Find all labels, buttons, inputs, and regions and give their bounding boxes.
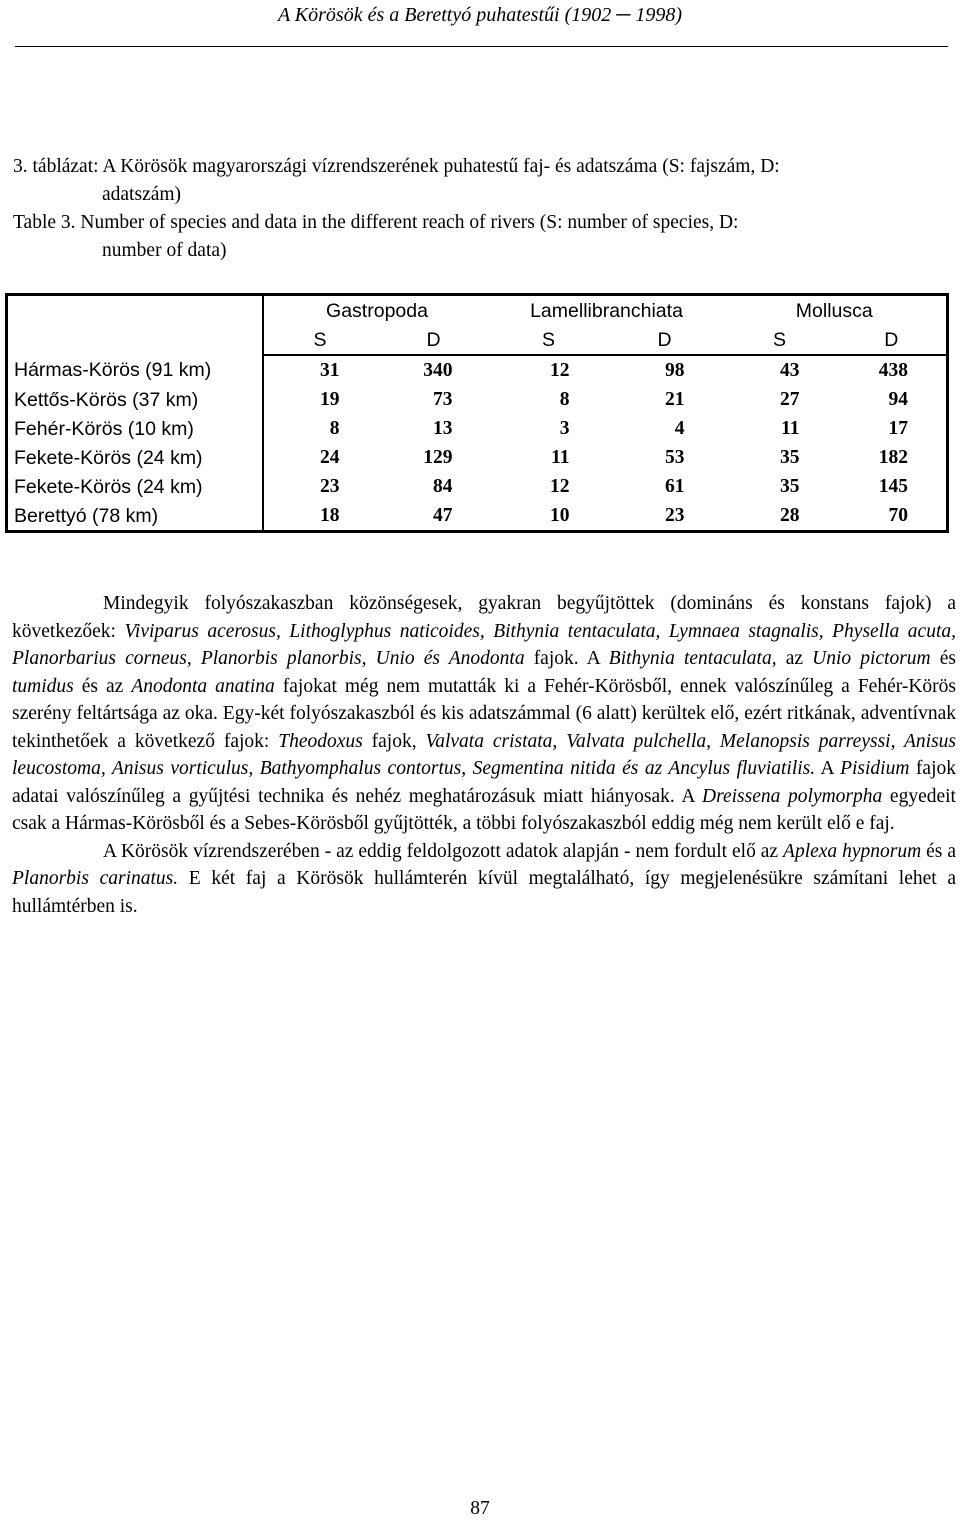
text-run: és a (921, 840, 956, 862)
table-cell: 19 (320, 388, 340, 410)
row-label: Kettős-Körös (37 km) (7, 385, 263, 414)
text-run: fajok, (362, 730, 426, 752)
text-run: fajok. A (524, 648, 609, 669)
table-cell: 61 (665, 475, 685, 497)
table-cell: 4 (674, 417, 685, 439)
table-cell: 145 (878, 475, 909, 497)
header-rule (15, 46, 948, 47)
text-run: fajok adatai valószínűleg a gyűjtési technika és nehéz meghatározásuk miatt hiányosak. A (12, 758, 956, 807)
table-cell: 84 (433, 475, 453, 497)
text-run: E két faj a Körösök hullámterén kívül megtalálható, így megjelenésükre számítani lehet a hullámtérben is. (12, 868, 956, 917)
page-number: 87 (470, 1498, 490, 1519)
group-header-gastropoda: Gastropoda (326, 299, 428, 322)
group-header-lamellibranchiata: Lamellibranchiata (530, 299, 683, 322)
taxon-name: Planorbis carinatus. (12, 868, 179, 889)
group-header-row (7, 295, 948, 326)
taxon-name: Valvata cristata, Valvata pulchella, Melanopsis parreyssi, Anisus leucostoma, Anisus vorticulus, Bathyomphalus contortus, Segmentina nitida és az Ancylus fluviatilis. (12, 730, 956, 779)
text-run: és az (73, 675, 132, 697)
table-cell: 23 (320, 475, 340, 497)
subheader-cell: D (837, 325, 948, 355)
row-label: Hármas-Körös (91 km) (7, 355, 263, 385)
taxon-name: tumidus (12, 675, 74, 697)
table-cell: 27 (780, 388, 800, 410)
subheader-cell: S (491, 325, 607, 355)
table-cell: 438 (878, 359, 909, 381)
table-cell: 23 (665, 504, 685, 526)
text-run: fajokat még nem mutatták ki a Fehér-Körösből, ennek valószínűleg a Fehér-Körös szerény feltártsága az oka. Egy-két folyószakaszból és kis adatszámmal (6 alatt) kerültek elő, ezért ritkának, adventívnak tekinthetőek a következő fajok: (12, 675, 956, 752)
paragraph-1 (12, 590, 956, 838)
table-caption-english (13, 209, 953, 265)
row-label: Fekete-Körös (24 km) (7, 472, 263, 501)
table-cell: 8 (329, 417, 340, 439)
table-cell: 70 (888, 504, 909, 526)
row-label: Berettyó (78 km) (7, 501, 263, 532)
taxon-name: Dreissena polymorpha (702, 785, 883, 807)
table-cell: 35 (780, 446, 800, 468)
table-caption-hungarian (13, 153, 953, 209)
table-cell: 12 (550, 475, 570, 497)
table-cell: 340 (423, 359, 453, 381)
table-cell: 47 (433, 504, 453, 526)
caption-hu-line2: adatszám) (102, 184, 182, 205)
paragraph-2 (12, 838, 956, 921)
body-text (12, 590, 956, 920)
table-cell: 12 (550, 359, 570, 381)
table-cell: 10 (550, 504, 570, 526)
table-cell: 129 (423, 446, 453, 468)
caption-en-line1: Table 3. Number of species and data in the different reach of rivers (S: number of species, D: (13, 212, 739, 233)
subheader-cell: S (723, 325, 837, 355)
caption-en-line2: number of data) (102, 240, 227, 261)
table-cell: 11 (781, 417, 800, 439)
subheader-cell: S (263, 325, 377, 355)
table-cell: 94 (888, 388, 909, 410)
table-cell: 35 (780, 475, 800, 497)
species-data-table (5, 293, 949, 533)
table-row (7, 472, 948, 501)
taxon-name: Aplexa hypnorum (783, 840, 922, 862)
taxon-name: Viviparus acerosus, Lithoglyphus naticoides, Bithynia tentaculata, Lymnaea stagnalis, Physella acuta, Planorbarius corneus, Planorbis planorbis, Unio és Anodonta (12, 620, 956, 669)
table-cell: 182 (878, 446, 909, 468)
table-cell: 13 (433, 417, 453, 439)
table-cell: 8 (559, 388, 570, 410)
taxon-name: Pisidium (840, 758, 910, 779)
header-blank-cell (7, 295, 263, 356)
table-cell: 11 (551, 446, 570, 468)
table-cell: 53 (665, 446, 685, 468)
text-run: az (776, 648, 813, 669)
text-run: egyedeit csak a Hármas-Körösből és a Sebes-Körösből gyűjtötték, a többi folyószakaszból eddig még nem került elő e faj. (12, 785, 956, 834)
subheader-cell: D (607, 325, 723, 355)
text-run: A (815, 758, 841, 779)
row-label: Fekete-Körös (24 km) (7, 443, 263, 472)
subheader-cell: D (377, 325, 491, 355)
text-run: A Körösök vízrendszerében - az eddig feldolgozott adatok alapján - nem fordult elő az (103, 840, 784, 862)
table-row (7, 385, 948, 414)
table-row (7, 501, 948, 532)
table-cell: 43 (780, 359, 800, 381)
group-header-mollusca: Mollusca (795, 299, 873, 322)
table-cell: 98 (665, 359, 685, 381)
table-cell: 28 (780, 504, 800, 526)
taxon-name: Bithynia tentaculata, (608, 648, 777, 669)
table-row (7, 414, 948, 443)
table-cell: 31 (320, 359, 340, 381)
table-cell: 3 (559, 417, 570, 439)
caption-hu-line1: 3. táblázat: A Körösök magyarországi vízrendszerének puhatestű faj- és adatszáma (S: fajszám, D: (13, 156, 780, 177)
running-header: A Körösök és a Berettyó puhatestűi (1902 ─ 1998) (277, 4, 683, 26)
table-cell: 18 (320, 504, 340, 526)
taxon-name: Unio pictorum (812, 648, 931, 669)
text-run: és (930, 648, 956, 669)
row-label: Fehér-Körös (10 km) (7, 414, 263, 443)
table-cell: 24 (320, 446, 340, 468)
taxon-name: Theodoxus (278, 730, 363, 752)
table-cell: 21 (665, 388, 685, 410)
table-row (7, 443, 948, 472)
table-cell: 17 (888, 417, 909, 439)
text-run: Mindegyik folyószakaszban közönségesek, gyakran begyűjtöttek (domináns és konstans fajok) a következőek: (12, 593, 956, 642)
table-row (7, 355, 948, 385)
taxon-name: Anodonta anatina (131, 675, 275, 697)
table-cell: 73 (433, 388, 453, 410)
